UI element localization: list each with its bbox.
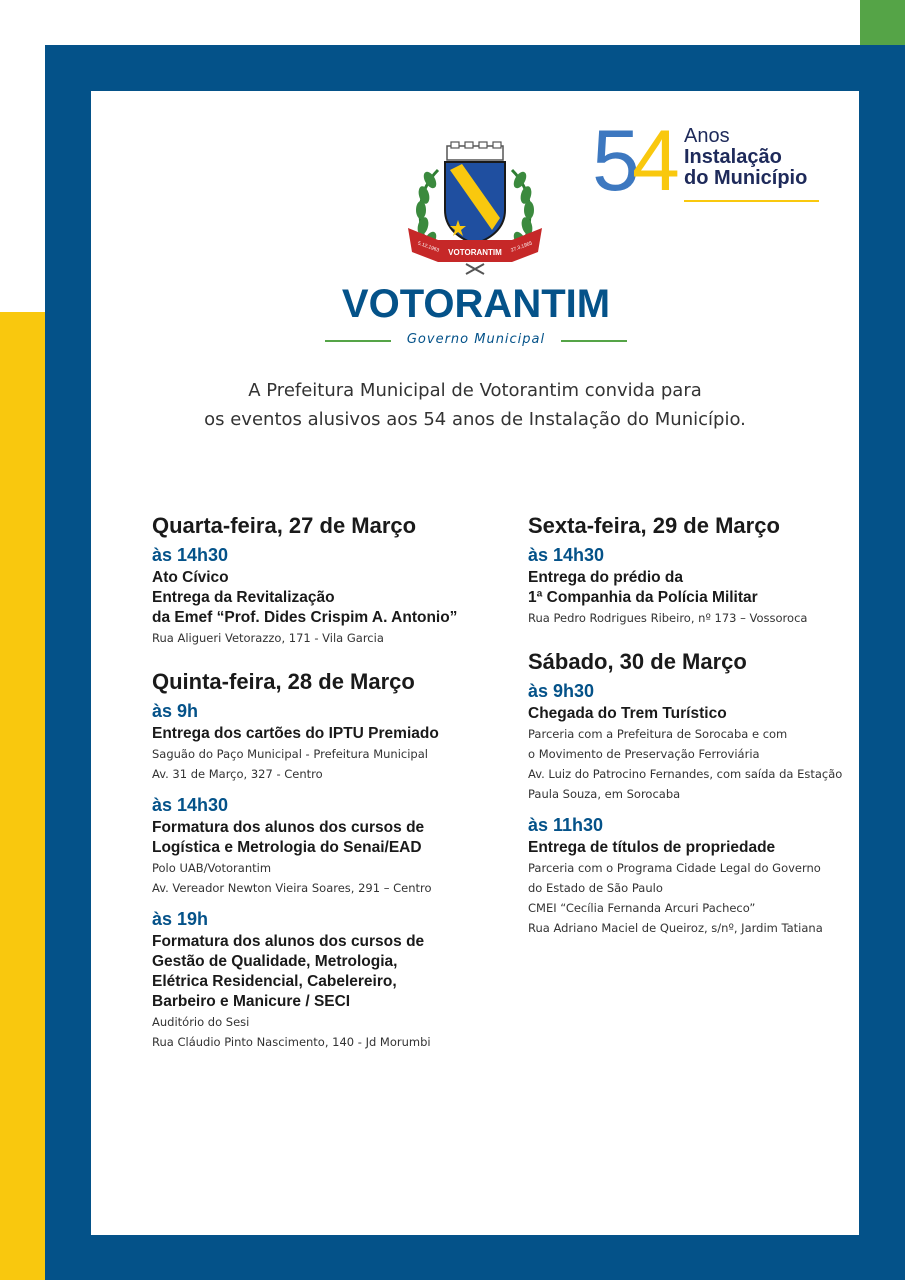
event-detail: o Movimento de Preservação Ferroviária [528,747,760,761]
anniversary-underline [684,200,819,202]
event-detail: Polo UAB/Votorantim [152,861,272,875]
event-detail: Rua Pedro Rodrigues Ribeiro, nº 173 – Vossoroca [528,611,808,625]
event-time: às 14h30 [528,545,605,565]
event-detail: Rua Aligueri Vetorazzo, 171 - Vila Garcia [152,631,384,645]
intro-line-1: A Prefeitura Municipal de Votorantim convida para [248,380,702,401]
event-title: Entrega da Revitalização [152,589,335,606]
day-block [528,648,853,938]
event-title: 1ª Companhia da Polícia Militar [528,589,758,606]
event-title: Elétrica Residencial, Cabelereiro, [152,973,397,990]
event-detail: do Estado de São Paulo [528,881,663,895]
government-subtitle-row [325,330,627,352]
event-title: Barbeiro e Manicure / SECI [152,993,351,1010]
event-title: Entrega do prédio da [528,569,684,586]
event-item [152,794,512,898]
event-detail: Av. 31 de Março, 327 - Centro [152,767,323,781]
invitation-intro [150,376,800,434]
day-block [528,512,853,628]
anniversary-line-instalacao: Instalação [684,146,782,168]
day-heading: Quinta-feira, 28 de Março [152,669,415,694]
anniversary-text [684,126,807,189]
event-item [152,700,512,784]
event-item [152,544,512,648]
event-item [528,814,853,938]
event-item [528,680,853,804]
event-time: às 19h [152,909,209,929]
intro-line-2: os eventos alusivos aos 54 anos de Instalação do Município. [204,409,746,430]
event-title: Ato Cívico [152,569,229,586]
event-time: às 11h30 [528,815,604,835]
anniversary-digit-four: 4 [632,113,674,209]
subtitle-rule-right [561,340,627,342]
event-title: Entrega dos cartões do IPTU Premiado [152,725,439,742]
crest-date-left: 5.12.1963 [416,240,440,254]
day-block [152,512,512,648]
event-detail: Parceria com a Prefeitura de Sorocaba e com [528,727,788,741]
event-detail: Rua Adriano Maciel de Queiroz, s/nº, Jardim Tatiana [528,921,823,935]
event-item [528,544,853,628]
event-detail: Saguão do Paço Municipal - Prefeitura Municipal [152,747,428,761]
event-title: da Emef “Prof. Dides Crispim A. Antonio” [152,609,458,626]
event-detail: Parceria com o Programa Cidade Legal do Governo [528,861,821,875]
event-title: Logística e Metrologia do Senai/EAD [152,839,422,856]
anniversary-digit-five: 5 [592,113,634,209]
anniversary-line-anos: Anos [684,125,730,147]
day-heading: Sábado, 30 de Março [528,649,747,674]
event-detail: CMEI “Cecília Fernanda Arcuri Pacheco” [528,901,756,915]
crest-date-right: 27.3.1965 [510,240,534,254]
event-time: às 14h30 [152,795,229,815]
event-item [152,908,512,1052]
day-heading: Sexta-feira, 29 de Março [528,513,780,538]
event-time: às 9h30 [528,681,595,701]
event-detail: Av. Vereador Newton Vieira Soares, 291 – Centro [152,881,432,895]
yellow-side-bar [0,312,45,1280]
day-heading: Quarta-feira, 27 de Março [152,513,417,538]
crest-city-name: VOTORANTIM [448,248,502,257]
subtitle-rule-left [325,340,391,342]
event-detail: Paula Souza, em Sorocaba [528,787,681,801]
green-corner-block [860,0,905,45]
event-title: Entrega de títulos de propriedade [528,839,776,856]
event-detail: Rua Cláudio Pinto Nascimento, 140 - Jd Morumbi [152,1035,431,1049]
city-wordmark: VOTORANTIM [341,282,611,326]
event-detail: Av. Luiz do Patrocino Fernandes, com saída da Estação [528,767,843,781]
schedule-left-column [152,512,512,1072]
schedule-right-column [528,512,853,958]
event-detail: Auditório do Sesi [152,1015,250,1029]
government-subtitle: Governo Municipal [406,332,546,347]
event-title: Formatura dos alunos dos cursos de [152,933,425,950]
municipal-crest-icon [400,140,550,275]
day-block [152,668,512,1052]
event-time: às 9h [152,701,199,721]
event-time: às 14h30 [152,545,229,565]
event-title: Gestão de Qualidade, Metrologia, [152,953,398,970]
anniversary-badge [592,113,824,209]
event-title: Chegada do Trem Turístico [528,705,727,722]
event-title: Formatura dos alunos dos cursos de [152,819,425,836]
anniversary-line-municipio: do Município [684,167,808,189]
